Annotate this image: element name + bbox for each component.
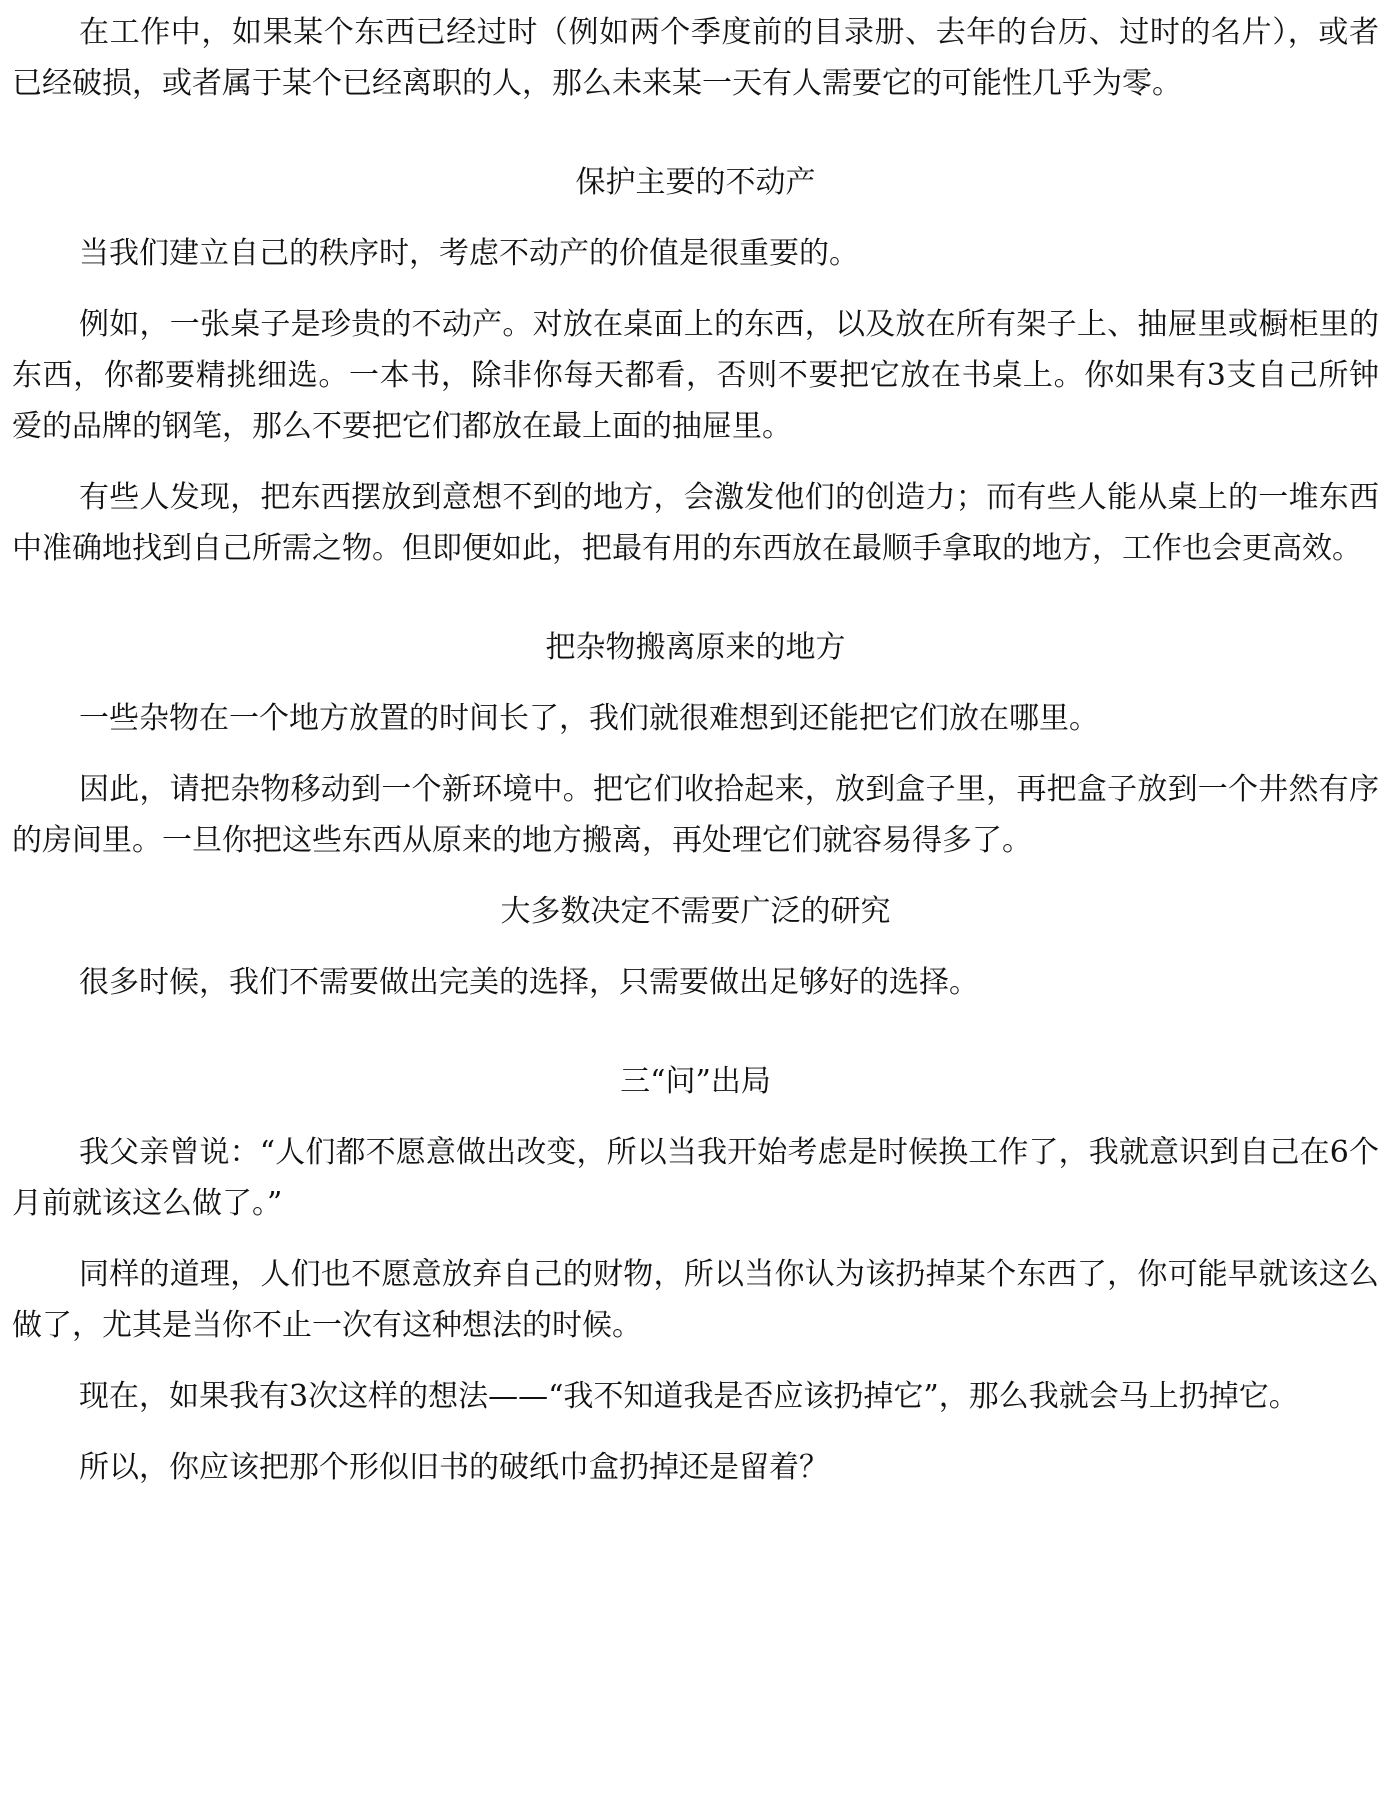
document-page bbox=[12, 0, 1379, 1493]
section-heading-real-estate: 保护主要的不动产 bbox=[575, 165, 816, 200]
section-heading-three-strikes: 三“问”出局 bbox=[620, 1064, 771, 1099]
paragraph-closing-question: 所以，你应该把那个形似旧书的破纸巾盒扔掉还是留着？ bbox=[79, 1450, 829, 1485]
paragraph-clutter-long-time: 一些杂物在一个地方放置的时间长了，我们就很难想到还能把它们放在哪里。 bbox=[79, 701, 1099, 736]
paragraph-desk-example: 例如，一张桌子是珍贵的不动产。对放在桌面上的东西，以及放在所有架子上、抽屉里或橱柜里的东西，你都要精挑细选。一本书，除非你每天都看，否则不要把它放在书桌上。你如果有3支自己所钟爱的品牌的钢笔，那么不要把它们都放在最上面的抽屉里。 bbox=[12, 307, 1379, 444]
paragraph-outdated-items: 在工作中，如果某个东西已经过时（例如两个季度前的目录册、去年的台历、过时的名片），或者已经破损，或者属于某个已经离职的人，那么未来某一天有人需要它的可能性几乎为零。 bbox=[12, 15, 1379, 101]
paragraph-father-quote: 我父亲曾说：“人们都不愿意做出改变，所以当我开始考虑是时候换工作了，我就意识到自己在6个月前就该这么做了。” bbox=[12, 1135, 1379, 1221]
paragraph-reluctance: 同样的道理，人们也不愿意放弃自己的财物，所以当你认为该扔掉某个东西了，你可能早就该这么做了，尤其是当你不止一次有这种想法的时候。 bbox=[12, 1257, 1379, 1343]
section-heading-move-clutter: 把杂物搬离原来的地方 bbox=[545, 630, 846, 665]
section-heading-decisions: 大多数决定不需要广泛的研究 bbox=[500, 894, 891, 929]
paragraph-real-estate-value: 当我们建立自己的秩序时，考虑不动产的价值是很重要的。 bbox=[79, 236, 859, 271]
paragraph-good-enough-choice: 很多时候，我们不需要做出完美的选择，只需要做出足够好的选择。 bbox=[79, 965, 979, 1000]
paragraph-three-thoughts: 现在，如果我有3次这样的想法——“我不知道我是否应该扔掉它”，那么我就会马上扔掉它。 bbox=[79, 1379, 1299, 1414]
paragraph-creativity: 有些人发现，把东西摆放到意想不到的地方，会激发他们的创造力；而有些人能从桌上的一堆东西中准确地找到自己所需之物。但即便如此，把最有用的东西放在最顺手拿取的地方，工作也会更高效。 bbox=[12, 480, 1379, 566]
paragraph-move-to-new-environment: 因此，请把杂物移动到一个新环境中。把它们收拾起来，放到盒子里，再把盒子放到一个井然有序的房间里。一旦你把这些东西从原来的地方搬离，再处理它们就容易得多了。 bbox=[12, 772, 1379, 858]
